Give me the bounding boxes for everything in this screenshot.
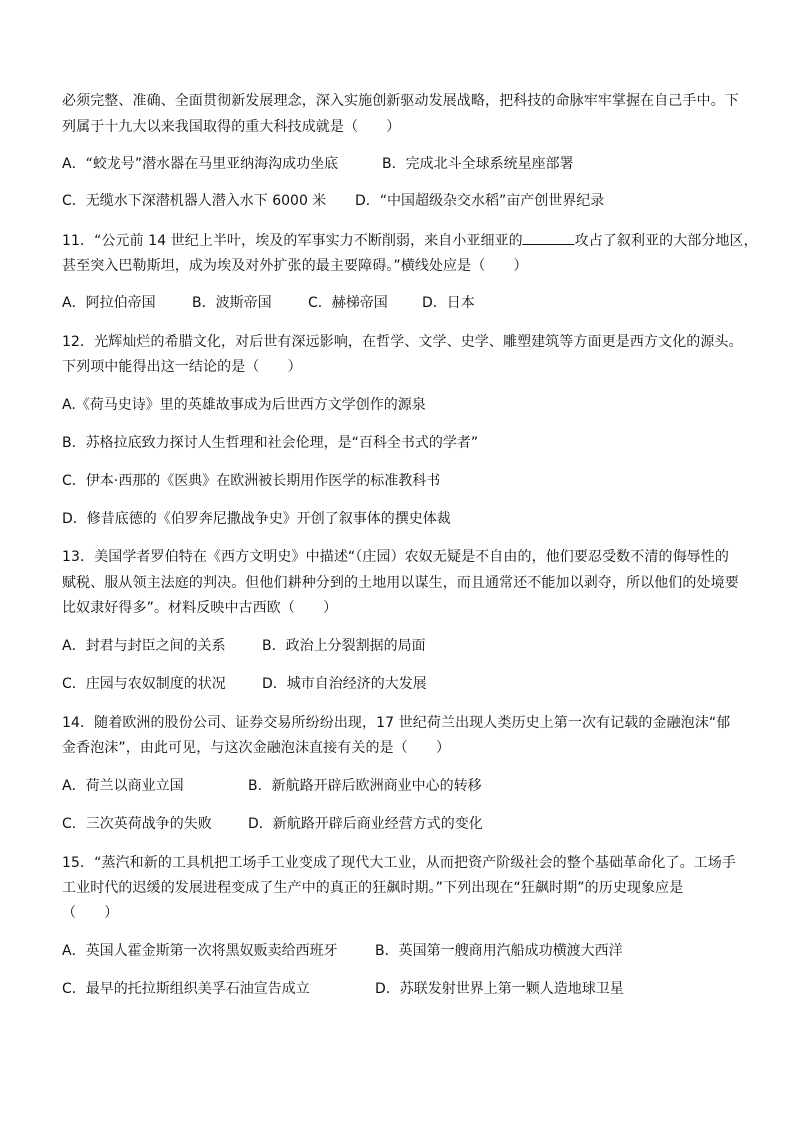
q11-option-d: D．日本 [422, 295, 475, 311]
q14-option-b: B．新航路开辟后欧洲商业中心的转移 [248, 778, 482, 794]
q12-line-2: 下列项中能得出这一结论的是（ ） [62, 359, 302, 375]
q12-option-d: D．修昔底德的《伯罗奔尼撒战争史》开创了叙事体的撰史体裁 [62, 511, 451, 527]
q12-option-c: C．伊本·西那的《医典》在欧洲被长期用作医学的标准教科书 [62, 473, 441, 489]
q11-blank [523, 230, 575, 245]
q14-option-c: C．三次英荷战争的失败 [62, 816, 212, 832]
q12-option-b: B．苏格拉底致力探讨人生哲理和社会伦理，是“百科全书式的学者” [62, 435, 479, 451]
q13-line-1: 13．美国学者罗伯特在《西方文明史》中描述“（庄园）农奴无疑是不自由的，他们要忍受数不清的侮辱性的 [62, 549, 729, 565]
q13-option-b: B．政治上分裂割据的局面 [262, 638, 426, 654]
q11-line-2: 甚至突入巴勒斯坦，成为埃及对外扩张的最主要障碍。”横线处应是（ ） [62, 258, 528, 274]
q11-line-1-pre: 11．“公元前 14 世纪上半叶，埃及的军事实力不断削弱，来自小亚细亚的 [62, 233, 523, 249]
q15-option-b: B．英国第一艘商用汽船成功横渡大西洋 [375, 943, 623, 959]
intro-line-2: 列属于十九大以来我国取得的重大科技成就是（ ） [62, 119, 401, 135]
q13-line-3: 比奴隶好得多”。材料反映中古西欧（ ） [62, 600, 338, 616]
q15-option-a: A．英国人霍金斯第一次将黑奴贩卖给西班牙 [62, 943, 338, 959]
q14-option-a: A．荷兰以商业立国 [62, 778, 184, 794]
q13-option-d: D．城市自治经济的大发展 [262, 676, 427, 692]
q13-option-a: A．封君与封臣之间的关系 [62, 638, 226, 654]
intro-option-b: B．完成北斗全球系统星座部署 [382, 156, 574, 172]
q13-line-2: 赋税、服从领主法庭的判决。但他们耕种分到的土地用以谋生，而且通常还不能加以剥夺，所以他们的处境要 [62, 575, 739, 591]
q14-line-2: 金香泡沫”，由此可见，与这次金融泡沫直接有关的是（ ） [62, 740, 451, 756]
intro-line-1: 必须完整、准确、全面贯彻新发展理念，深入实施创新驱动发展战略，把科技的命脉牢牢掌握在自己手中。下 [62, 93, 739, 109]
q15-line-1: 15．“蒸汽和新的工具机把工场手工业变成了现代大工业，从而把资产阶级社会的整个基础革命化了。工场手 [62, 855, 736, 871]
q14-line-1: 14．随着欧洲的股份公司、证券交易所纷纷出现，17 世纪荷兰出现人类历史上第一次有记载的金融泡沫“郁 [62, 715, 731, 731]
q13-option-c: C．庄园与农奴制度的状况 [62, 676, 226, 692]
q14-option-d: D．新航路开辟后商业经营方式的变化 [248, 816, 483, 832]
q11-line-1-post: 攻占了叙利亚的大部分地区， [574, 233, 758, 249]
intro-option-c: C．无缆水下深潜机器人潜入水下 6000 米 [62, 193, 327, 209]
intro-option-d: D．“中国超级杂交水稻”亩产创世界纪录 [355, 193, 605, 209]
q11-option-a: A．阿拉伯帝国 [62, 295, 156, 311]
q11-option-c: C．赫梯帝国 [308, 295, 388, 311]
intro-option-a: A．“蛟龙号”潜水器在马里亚纳海沟成功坐底 [62, 156, 339, 172]
q11-line-1 [62, 230, 758, 251]
q15-option-d: D．苏联发射世界上第一颗人造地球卫星 [375, 981, 624, 997]
q12-line-1: 12．光辉灿烂的希腊文化，对后世有深远影响，在哲学、文学、史学、雕塑建筑等方面更是西方文化的源头。 [62, 334, 743, 350]
q11-option-b: B．波斯帝国 [192, 295, 272, 311]
q15-option-c: C．最早的托拉斯组织美孚石油宣告成立 [62, 981, 310, 997]
q15-line-3: （ ） [62, 905, 119, 921]
q12-option-a: A.《荷马史诗》里的英雄故事成为后世西方文学创作的源泉 [62, 397, 426, 413]
q15-line-2: 工业时代的迟缓的发展进程变成了生产中的真正的狂飙时期。”下列出现在“狂飙时期”的历史现象应是 [62, 880, 684, 896]
